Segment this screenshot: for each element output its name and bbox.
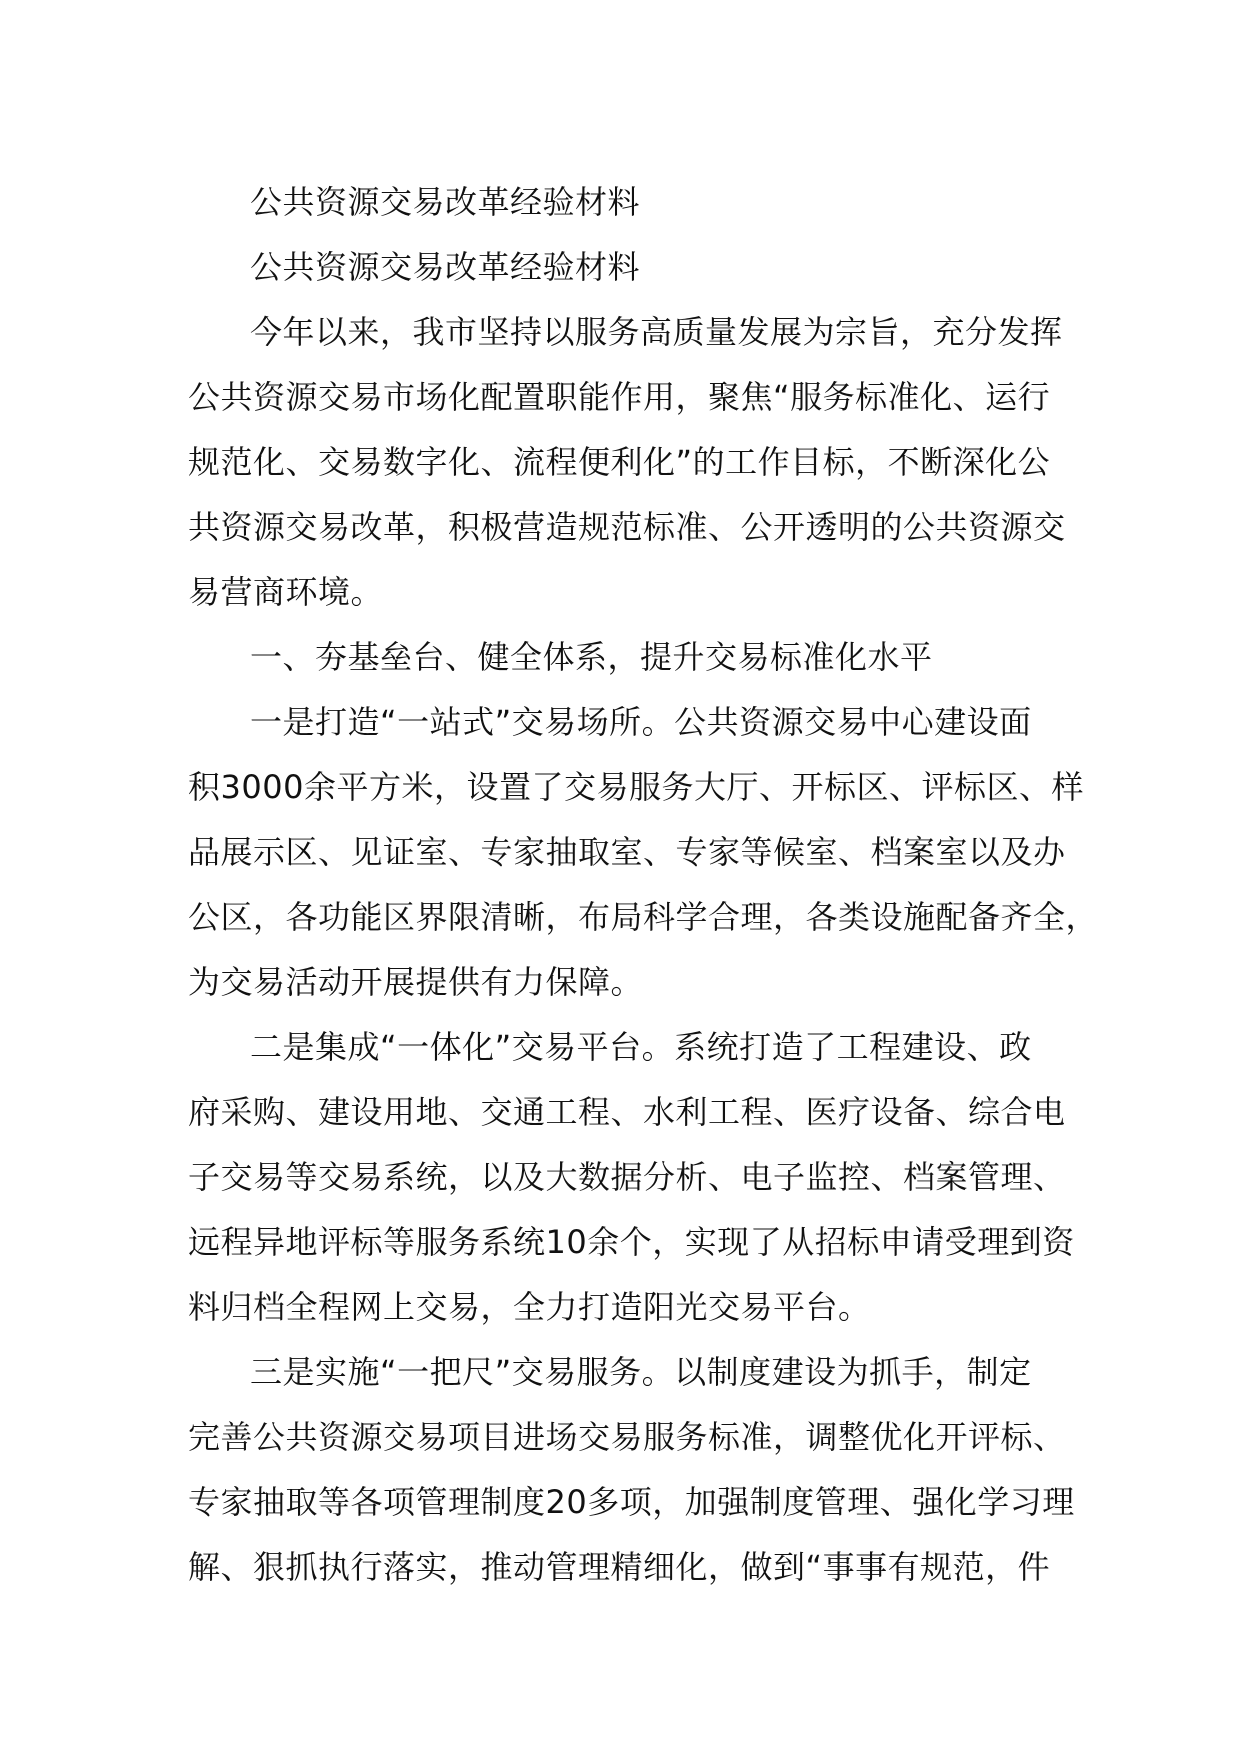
paragraph-point-2-line: 料归档全程网上交易，全力打造阳光交易平台。 — [188, 1288, 871, 1326]
paragraph-point-2-line: 二是集成“一体化”交易平台。系统打造了工程建设、政 — [250, 1028, 1032, 1066]
paragraph-point-3-line: 专家抽取等各项管理制度20多项，加强制度管理、强化学习理 — [188, 1483, 1075, 1521]
document-title: 公共资源交易改革经验材料 — [250, 183, 641, 221]
paragraph-intro-line: 今年以来，我市坚持以服务高质量发展为宗旨，充分发挥 — [250, 313, 1063, 351]
paragraph-intro-line: 公共资源交易市场化配置职能作用，聚焦“服务标准化、运行 — [188, 378, 1051, 416]
paragraph-point-1-line: 为交易活动开展提供有力保障。 — [188, 963, 644, 1001]
paragraph-intro-line: 共资源交易改革，积极营造规范标准、公开透明的公共资源交 — [188, 508, 1066, 546]
paragraph-point-1-line: 一是打造“一站式”交易场所。公共资源交易中心建设面 — [250, 703, 1032, 741]
section-heading: 一、夯基垒台、健全体系，提升交易标准化水平 — [250, 638, 933, 676]
paragraph-point-2-line: 子交易等交易系统，以及大数据分析、电子监控、档案管理、 — [188, 1158, 1066, 1196]
paragraph-intro-line: 规范化、交易数字化、流程便利化”的工作目标，不断深化公 — [188, 443, 1051, 481]
paragraph-point-2-line: 府采购、建设用地、交通工程、水利工程、医疗设备、综合电 — [188, 1093, 1066, 1131]
document-body — [188, 170, 1099, 1600]
paragraph-point-1-line: 公区，各功能区界限清晰，布局科学合理，各类设施配备齐全， — [188, 898, 1099, 936]
paragraph-point-1-line: 积3000余平方米，设置了交易服务大厅、开标区、评标区、样 — [188, 768, 1084, 806]
paragraph-point-3-line: 三是实施“一把尺”交易服务。以制度建设为抓手，制定 — [250, 1353, 1032, 1391]
paragraph-point-3-line: 完善公共资源交易项目进场交易服务标准，调整优化开评标、 — [188, 1418, 1066, 1456]
paragraph-point-2-line: 远程异地评标等服务系统10余个，实现了从招标申请受理到资 — [188, 1223, 1075, 1261]
paragraph-point-3-line: 解、狠抓执行落实，推动管理精细化，做到“事事有规范，件 — [188, 1548, 1051, 1586]
paragraph-point-1-line: 品展示区、见证室、专家抽取室、专家等候室、档案室以及办 — [188, 833, 1066, 871]
paragraph-intro-line: 易营商环境。 — [188, 573, 384, 611]
document-subtitle: 公共资源交易改革经验材料 — [250, 248, 641, 286]
